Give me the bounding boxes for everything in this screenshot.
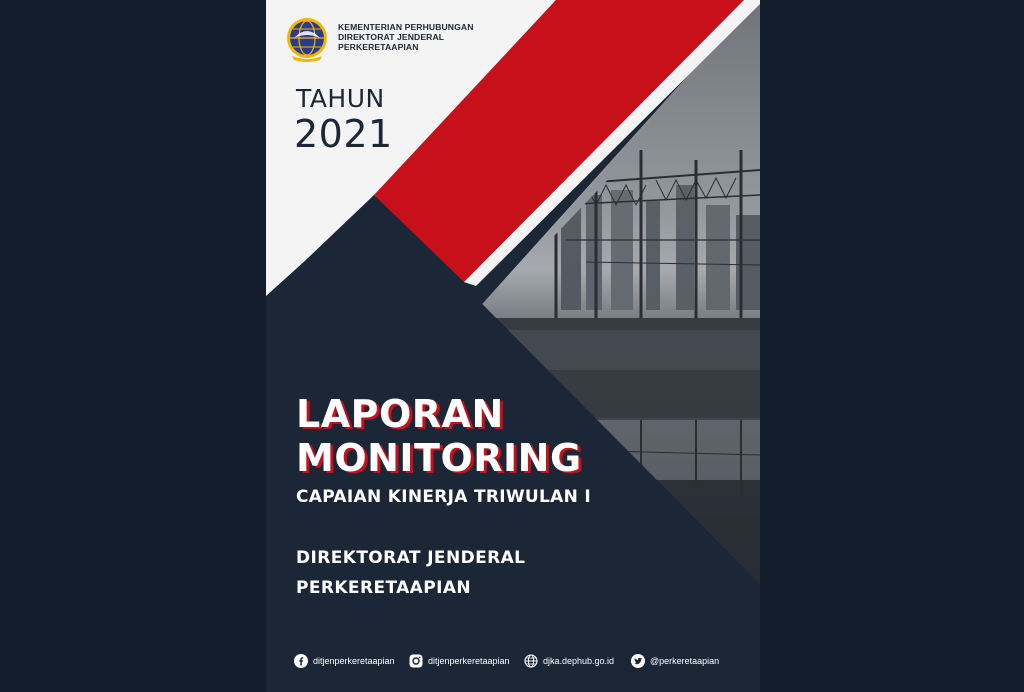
twitter-handle: @perkeretaapian <box>650 656 720 666</box>
social-media-bar <box>266 652 760 672</box>
title-line-1: LAPORAN <box>296 392 504 436</box>
ministry-line-2: DIREKTORAT JENDERAL <box>338 32 445 42</box>
ministry-line-1: KEMENTERIAN PERHUBUNGAN <box>338 22 474 32</box>
instagram-icon <box>409 654 423 668</box>
year-label: TAHUN <box>296 84 385 113</box>
ministry-line-3: PERKERETAAPIAN <box>338 42 419 52</box>
report-cover <box>266 0 760 692</box>
instagram-handle: ditjenperkeretaapian <box>428 656 510 666</box>
org-line-2: PERKERETAAPIAN <box>296 578 472 598</box>
social-facebook[interactable] <box>294 652 395 670</box>
org-line-1: DIREKTORAT JENDERAL <box>296 548 526 568</box>
title-line-2: MONITORING <box>296 436 582 480</box>
social-twitter[interactable] <box>631 652 719 670</box>
globe-icon <box>524 654 538 668</box>
ministry-name <box>338 22 474 52</box>
ministry-logo <box>284 16 330 62</box>
report-subtitle: CAPAIAN KINERJA TRIWULAN I <box>296 487 591 507</box>
website-url: djka.dephub.go.id <box>543 656 615 666</box>
year-value: 2021 <box>294 112 393 156</box>
organization-name <box>296 543 525 603</box>
twitter-icon <box>631 654 645 668</box>
facebook-icon <box>294 654 308 668</box>
report-title <box>296 392 582 480</box>
social-instagram[interactable] <box>409 652 510 670</box>
facebook-handle: ditjenperkeretaapian <box>313 656 395 666</box>
social-website[interactable] <box>524 652 614 670</box>
